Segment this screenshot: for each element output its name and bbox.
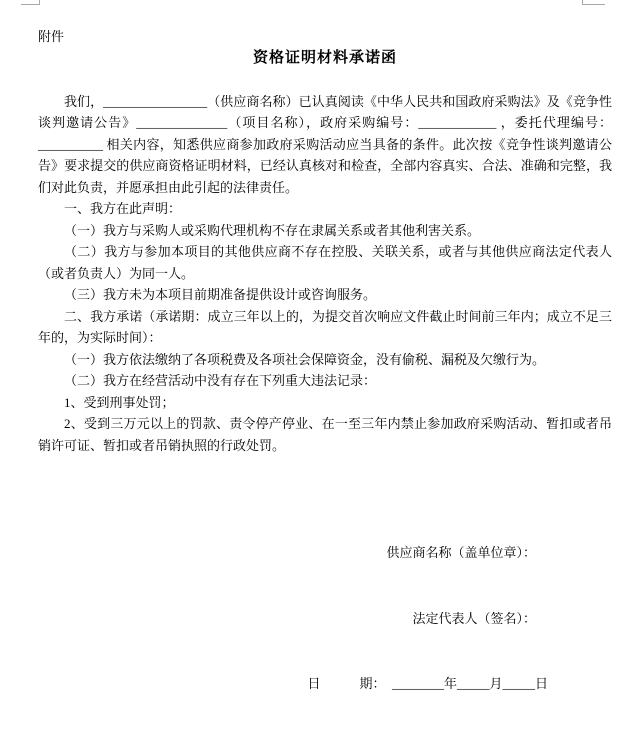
margin-crop-mark-top-left (21, 0, 40, 5)
declaration-item-1: （一）我方与采购人或采购代理机构不存在隶属关系或者其他利害关系。 (64, 222, 481, 238)
attachment-label: 附件 (38, 29, 65, 44)
violation-item-2: 2、受到三万元以上的罚款、责令停产停业、在一至三年内禁止参加政府采购活动、暂扣或者吊销许可证、暂扣或者吊销执照的行政处罚。 (38, 416, 612, 453)
declaration-item-3: （三）我方未为本项目前期准备提供设计或咨询服务。 (64, 287, 377, 302)
intro-paragraph: 我们，________________（供应商名称）已认真阅读《中华人民共和国政府采购法》及《竞争性谈判邀请公告》______________（项目名称），政府采购编号：____________ ，委托代理编号：__________ 相关内容，知悉供应商参加政府采购活动应当具备的条件。此次按《竞争性谈判邀请公告》要求提交的供应商资格证明材料，已经认真核对和检查，全部内容真实、合法、准确和完整，我们对此负责，并愿承担由此引起的法律责任。 (38, 93, 612, 195)
date-line: 日 期： ________年_____月_____日 (307, 676, 548, 691)
declaration-heading: 一、我方在此声明： (64, 201, 182, 216)
declaration-item-2: （二）我方与参加本项目的其他供应商不存在控股、关联关系，或者与其他供应商法定代表人（或者负责人）为同一人。 (38, 244, 612, 281)
margin-crop-mark-top-right (582, 0, 605, 5)
document-title: 资格证明材料承诺函 (252, 49, 397, 66)
commitment-item-2: （二）我方在经营活动中没有存在下列重大违法记录： (64, 373, 377, 388)
supplier-name-line: 供应商名称（盖单位章）： (386, 545, 536, 560)
commitment-heading: 二、我方承诺（承诺期：成立三年以上的，为提交首次响应文件截止时间前三年内；成立不足三年的，为实际时间）： (38, 308, 612, 345)
signature-block (38, 499, 612, 739)
legal-representative-line: 法定代表人（签名）： (412, 610, 536, 626)
violation-item-1: 1、受到刑事处罚； (64, 394, 175, 410)
commitment-item-1: （一）我方依法缴纳了各项税费及各项社会保障资金，没有偷税、漏税及欠缴行为。 (64, 351, 546, 367)
